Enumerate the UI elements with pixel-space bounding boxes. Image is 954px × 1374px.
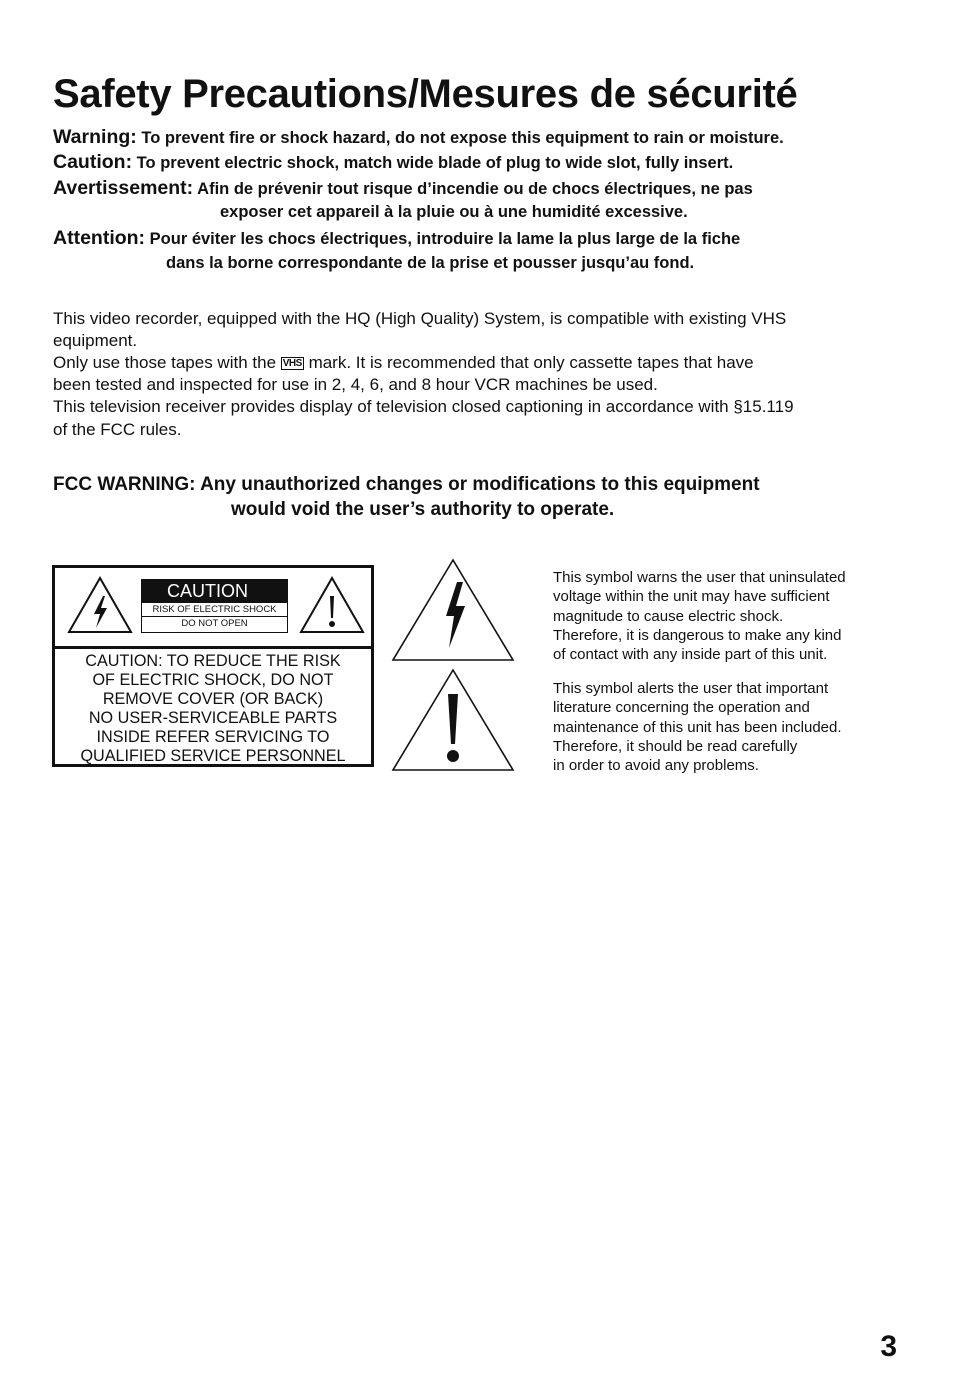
caution-risk-text: RISK OF ELECTRIC SHOCK [142, 603, 287, 617]
caution-notice [53, 151, 733, 174]
description-line: in order to avoid any problems. [553, 757, 759, 775]
caution-label-line: CAUTION: TO REDUCE THE RISK [85, 652, 341, 670]
attention-notice [53, 227, 740, 250]
fcc-label: FCC WARNING: [53, 474, 196, 495]
description-line: Therefore, it is dangerous to make any kind [553, 626, 842, 644]
caution-label-line: QUALIFIED SERVICE PERSONNEL [80, 747, 346, 765]
page-number: 3 [880, 1330, 897, 1363]
caution-label: Caution: [53, 151, 133, 173]
avertissement-notice [53, 177, 753, 200]
label-divider [55, 646, 371, 649]
caution-box [141, 579, 288, 633]
attention-text-line1: Pour éviter les chocs électriques, introduire la lame la plus large de la fiche [149, 230, 741, 248]
caution-label-line: INSIDE REFER SERVICING TO [96, 728, 330, 746]
lightning-icon [67, 576, 133, 634]
description-line: voltage within the unit may have sufficient [553, 588, 830, 606]
description-line: This symbol alerts the user that important [553, 680, 829, 697]
exclamation-symbol-description [553, 679, 842, 775]
avertissement-label: Avertissement: [53, 177, 194, 199]
caution-label-line: OF ELECTRIC SHOCK, DO NOT [92, 671, 334, 689]
body-line-5: This television receiver provides display of television closed captioning in accordance with §15.119 [53, 397, 794, 416]
lightning-symbol-description [553, 568, 846, 664]
body-line-1: This video recorder, equipped with the HQ (High Quality) System, is compatible with existing VHS [53, 309, 787, 328]
body-line-4: been tested and inspected for use in 2, 4, 6, and 8 hour VCR machines be used. [53, 375, 658, 394]
vhs-logo: VHS [282, 358, 302, 369]
warning-notice [53, 126, 784, 149]
lightning-warning-triangle-icon [391, 558, 515, 662]
fcc-warning [53, 474, 760, 496]
description-line: magnitude to cause electric shock. [553, 607, 784, 625]
description-line: literature concerning the operation and [553, 699, 810, 717]
caution-text: To prevent electric shock, match wide blade of plug to wide slot, fully insert. [136, 154, 734, 172]
caution-header: CAUTION [142, 580, 287, 603]
exclamation-warning-triangle-icon [391, 668, 515, 772]
page-title: Safety Precautions/Mesures de sécurité [53, 72, 798, 116]
exclamation-icon [299, 576, 365, 634]
body-line-3-start: Only use those tapes with the [53, 353, 277, 372]
caution-do-not-open: DO NOT OPEN [181, 618, 248, 629]
description-line: maintenance of this unit has been included. [553, 718, 842, 736]
description-line: of contact with any inside part of this unit. [553, 646, 828, 664]
body-line-2: equipment. [53, 331, 138, 350]
warning-label: Warning: [53, 126, 137, 148]
description-line: This symbol warns the user that uninsulated [553, 569, 846, 586]
fcc-text-line1: Any unauthorized changes or modifications to this equipment [200, 474, 760, 495]
caution-label-line: NO USER-SERVICEABLE PARTS [88, 709, 338, 727]
avertissement-text-line1: Afin de prévenir tout risque d’incendie ou de chocs électriques, ne pas [197, 180, 753, 198]
caution-label-line: REMOVE COVER (OR BACK) [102, 690, 324, 708]
attention-label: Attention: [53, 227, 146, 249]
attention-text-line2: dans la borne correspondante de la prise et pousser jusqu’au fond. [166, 254, 695, 272]
body-line-3-end: mark. It is recommended that only cassette tapes that have [308, 353, 754, 372]
caution-label-text [55, 652, 371, 766]
body-line-6: of the FCC rules. [53, 420, 182, 439]
caution-label-panel [52, 565, 374, 767]
warning-text: To prevent fire or shock hazard, do not expose this equipment to rain or moisture. [141, 129, 784, 147]
description-line: Therefore, it should be read carefully [553, 737, 798, 755]
body-line-3 [53, 353, 754, 373]
avertissement-text-line2: exposer cet appareil à la pluie ou à une humidité excessive. [220, 203, 688, 221]
fcc-text-line2: would void the user’s authority to operate. [231, 499, 615, 520]
